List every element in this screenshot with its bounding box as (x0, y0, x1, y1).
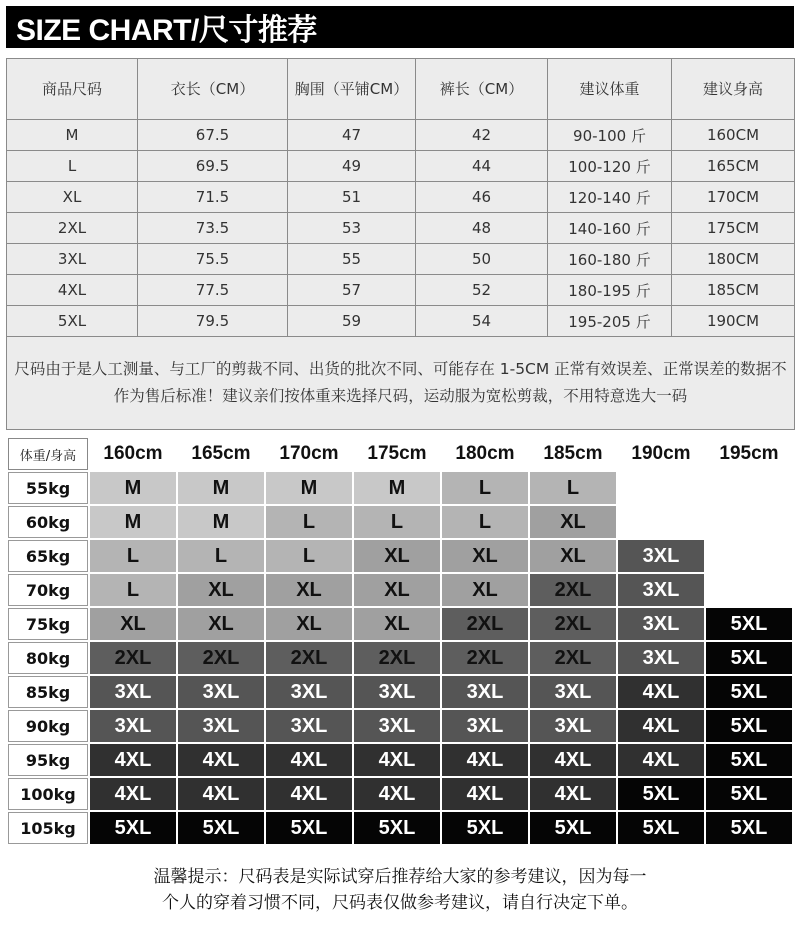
header-cell: 衣长（CM） (138, 59, 288, 120)
size-table-cell: 180-195 斤 (548, 275, 672, 306)
size-table-cell: 120-140 斤 (548, 182, 672, 213)
size-recommendation-cell: L (266, 506, 352, 538)
size-recommendation-cell: XL (530, 506, 616, 538)
height-column-label: 185cm (530, 438, 616, 470)
size-recommendation-cell: 3XL (442, 676, 528, 708)
size-table-row (7, 213, 795, 244)
size-recommendation-cell: 4XL (618, 710, 704, 742)
size-table-cell: XL (7, 182, 138, 213)
size-recommendation-cell: 2XL (442, 642, 528, 674)
weight-row-label: 105kg (8, 812, 88, 844)
page-title-bar (6, 6, 794, 48)
size-recommendation-cell: L (266, 540, 352, 572)
size-table-cell: 100-120 斤 (548, 151, 672, 182)
weight-height-chart (6, 436, 794, 846)
size-recommendation-cell (706, 540, 792, 572)
size-recommendation-cell: 3XL (354, 710, 440, 742)
size-table-cell: 52 (416, 275, 548, 306)
chart-row (8, 506, 792, 538)
height-column-label: 190cm (618, 438, 704, 470)
height-column-label: 170cm (266, 438, 352, 470)
size-recommendation-cell: 2XL (530, 574, 616, 606)
size-recommendation-cell: XL (354, 608, 440, 640)
size-table-row (7, 244, 795, 275)
size-table (6, 58, 795, 430)
size-table-cell: 75.5 (138, 244, 288, 275)
size-table-cell: 71.5 (138, 182, 288, 213)
size-recommendation-cell: 5XL (706, 676, 792, 708)
size-recommendation-cell: L (530, 472, 616, 504)
size-recommendation-cell: M (90, 472, 176, 504)
height-column-label: 160cm (90, 438, 176, 470)
size-table-cell: 180CM (672, 244, 795, 275)
size-recommendation-cell: 3XL (354, 676, 440, 708)
weight-row-label: 95kg (8, 744, 88, 776)
size-recommendation-cell: 4XL (178, 744, 264, 776)
size-table-cell: 54 (416, 306, 548, 337)
size-table-cell: 42 (416, 120, 548, 151)
footer-line: 温馨提示：尺码表是实际试穿后推荐给大家的参考建议，因为每一 (153, 867, 647, 887)
size-table-cell: 3XL (7, 244, 138, 275)
size-table-cell: 170CM (672, 182, 795, 213)
size-recommendation-cell: 2XL (178, 642, 264, 674)
size-recommendation-cell: 5XL (618, 812, 704, 844)
weight-row-label: 65kg (8, 540, 88, 572)
size-table-cell: 160CM (672, 120, 795, 151)
size-recommendation-cell: L (178, 540, 264, 572)
size-recommendation-cell: L (442, 472, 528, 504)
chart-row (8, 608, 792, 640)
size-recommendation-cell: 2XL (266, 642, 352, 674)
size-recommendation-cell: 4XL (354, 744, 440, 776)
chart-row (8, 744, 792, 776)
header-cell: 裤长（CM） (416, 59, 548, 120)
size-table-cell: 50 (416, 244, 548, 275)
size-table-cell: 160-180 斤 (548, 244, 672, 275)
size-table-header-row (7, 59, 795, 120)
size-recommendation-cell: M (178, 506, 264, 538)
size-table-cell: 165CM (672, 151, 795, 182)
size-recommendation-cell: 3XL (530, 710, 616, 742)
size-recommendation-cell: L (90, 540, 176, 572)
size-recommendation-cell: 4XL (90, 778, 176, 810)
size-table-row (7, 275, 795, 306)
height-column-label: 165cm (178, 438, 264, 470)
size-recommendation-cell: 2XL (530, 608, 616, 640)
size-recommendation-cell: XL (354, 540, 440, 572)
size-recommendation-cell: L (90, 574, 176, 606)
size-recommendation-cell: M (90, 506, 176, 538)
size-table-cell: 175CM (672, 213, 795, 244)
footer-line: 个人的穿着习惯不同，尺码表仅做参考建议，请自行决定下单。 (162, 893, 638, 913)
size-recommendation-cell: 5XL (178, 812, 264, 844)
chart-row (8, 472, 792, 504)
page-title: SIZE CHART/尺寸推荐 (16, 14, 317, 47)
size-recommendation-cell: M (266, 472, 352, 504)
chart-row (8, 676, 792, 708)
size-recommendation-cell: 4XL (266, 778, 352, 810)
footer-tip (40, 864, 760, 916)
chart-row (8, 778, 792, 810)
size-recommendation-cell: 3XL (90, 676, 176, 708)
size-table-cell: 46 (416, 182, 548, 213)
weight-row-label: 90kg (8, 710, 88, 742)
size-table-cell: 67.5 (138, 120, 288, 151)
weight-row-label: 70kg (8, 574, 88, 606)
weight-row-label: 60kg (8, 506, 88, 538)
size-recommendation-cell: 4XL (530, 778, 616, 810)
size-recommendation-cell: XL (354, 574, 440, 606)
size-recommendation-cell: 2XL (530, 642, 616, 674)
weight-row-label: 80kg (8, 642, 88, 674)
size-recommendation-cell: 4XL (266, 744, 352, 776)
size-recommendation-cell: 2XL (354, 642, 440, 674)
size-recommendation-cell: XL (178, 574, 264, 606)
size-recommendation-cell: 3XL (178, 676, 264, 708)
size-recommendation-cell: 3XL (442, 710, 528, 742)
size-table-cell: 48 (416, 213, 548, 244)
size-recommendation-cell: 4XL (90, 744, 176, 776)
size-table-cell: 51 (288, 182, 416, 213)
size-table-row (7, 306, 795, 337)
size-table-cell: 57 (288, 275, 416, 306)
size-recommendation-cell: 4XL (354, 778, 440, 810)
header-cell: 建议身高 (672, 59, 795, 120)
chart-header-row (8, 438, 792, 470)
size-recommendation-cell: 4XL (618, 744, 704, 776)
size-recommendation-cell: 4XL (618, 676, 704, 708)
size-recommendation-cell (706, 574, 792, 606)
size-table-cell: L (7, 151, 138, 182)
size-recommendation-cell: 3XL (530, 676, 616, 708)
weight-row-label: 75kg (8, 608, 88, 640)
size-recommendation-cell: XL (530, 540, 616, 572)
size-recommendation-cell (618, 472, 704, 504)
size-table-cell: 190CM (672, 306, 795, 337)
size-recommendation-cell: 4XL (178, 778, 264, 810)
size-table-cell: 90-100 斤 (548, 120, 672, 151)
size-recommendation-cell: XL (266, 574, 352, 606)
size-recommendation-cell: 5XL (90, 812, 176, 844)
size-recommendation-cell: 5XL (706, 744, 792, 776)
size-recommendation-cell (618, 506, 704, 538)
size-table-cell: 185CM (672, 275, 795, 306)
size-table-cell: 4XL (7, 275, 138, 306)
size-recommendation-cell: XL (442, 574, 528, 606)
size-recommendation-cell (706, 472, 792, 504)
size-recommendation-cell: 4XL (442, 778, 528, 810)
size-note-row (7, 337, 795, 430)
size-recommendation-cell: 5XL (706, 608, 792, 640)
size-table-cell: 195-205 斤 (548, 306, 672, 337)
size-recommendation-cell: 5XL (706, 778, 792, 810)
size-recommendation-cell: 2XL (442, 608, 528, 640)
size-recommendation-cell: 3XL (90, 710, 176, 742)
size-table-cell: 69.5 (138, 151, 288, 182)
chart-row (8, 574, 792, 606)
weight-row-label: 55kg (8, 472, 88, 504)
size-table-cell: 140-160 斤 (548, 213, 672, 244)
chart-row (8, 642, 792, 674)
size-table-cell: 53 (288, 213, 416, 244)
size-table-row (7, 182, 795, 213)
size-recommendation-cell: 3XL (618, 574, 704, 606)
height-column-label: 195cm (706, 438, 792, 470)
size-recommendation-cell: 3XL (266, 710, 352, 742)
size-recommendation-cell: 3XL (266, 676, 352, 708)
size-recommendation-cell: 5XL (618, 778, 704, 810)
size-recommendation-cell: 3XL (618, 540, 704, 572)
size-recommendation-cell: 3XL (178, 710, 264, 742)
size-recommendation-cell: L (354, 506, 440, 538)
weight-row-label: 85kg (8, 676, 88, 708)
chart-corner-label: 体重/身高 (8, 438, 88, 470)
size-table-cell: 2XL (7, 213, 138, 244)
size-recommendation-cell: XL (442, 540, 528, 572)
size-table-cell: M (7, 120, 138, 151)
height-column-label: 180cm (442, 438, 528, 470)
size-note: 尺码由于是人工测量、与工厂的剪裁不同、出货的批次不同、可能存在 1-5CM 正常有效误差、正常误差的数据不作为售后标准！建议亲们按体重来选择尺码，运动服为宽松剪裁，不用特意选大一码 (7, 337, 795, 430)
size-recommendation-cell: 3XL (618, 642, 704, 674)
size-recommendation-cell: 5XL (706, 642, 792, 674)
size-table-cell: 55 (288, 244, 416, 275)
header-cell: 商品尺码 (7, 59, 138, 120)
size-table-cell: 77.5 (138, 275, 288, 306)
size-table-row (7, 120, 795, 151)
chart-row (8, 710, 792, 742)
size-recommendation-cell: 5XL (354, 812, 440, 844)
size-table-cell: 79.5 (138, 306, 288, 337)
size-recommendation-cell: 5XL (442, 812, 528, 844)
header-cell: 胸围（平铺CM） (288, 59, 416, 120)
size-table-cell: 59 (288, 306, 416, 337)
weight-row-label: 100kg (8, 778, 88, 810)
size-recommendation-cell: 3XL (618, 608, 704, 640)
size-recommendation-cell: 5XL (530, 812, 616, 844)
size-recommendation-cell: XL (178, 608, 264, 640)
size-recommendation-cell (706, 506, 792, 538)
size-recommendation-cell: 5XL (266, 812, 352, 844)
size-recommendation-cell: 4XL (442, 744, 528, 776)
size-recommendation-cell: XL (266, 608, 352, 640)
size-table-cell: 73.5 (138, 213, 288, 244)
size-table-cell: 44 (416, 151, 548, 182)
size-recommendation-cell: L (442, 506, 528, 538)
size-table-cell: 47 (288, 120, 416, 151)
chart-row (8, 540, 792, 572)
size-recommendation-cell: M (354, 472, 440, 504)
size-recommendation-cell: XL (90, 608, 176, 640)
size-recommendation-cell: 5XL (706, 812, 792, 844)
size-recommendation-cell: M (178, 472, 264, 504)
size-recommendation-cell: 2XL (90, 642, 176, 674)
header-cell: 建议体重 (548, 59, 672, 120)
size-recommendation-cell: 5XL (706, 710, 792, 742)
size-table-row (7, 151, 795, 182)
size-recommendation-cell: 4XL (530, 744, 616, 776)
chart-row (8, 812, 792, 844)
size-table-cell: 5XL (7, 306, 138, 337)
size-table-cell: 49 (288, 151, 416, 182)
height-column-label: 175cm (354, 438, 440, 470)
